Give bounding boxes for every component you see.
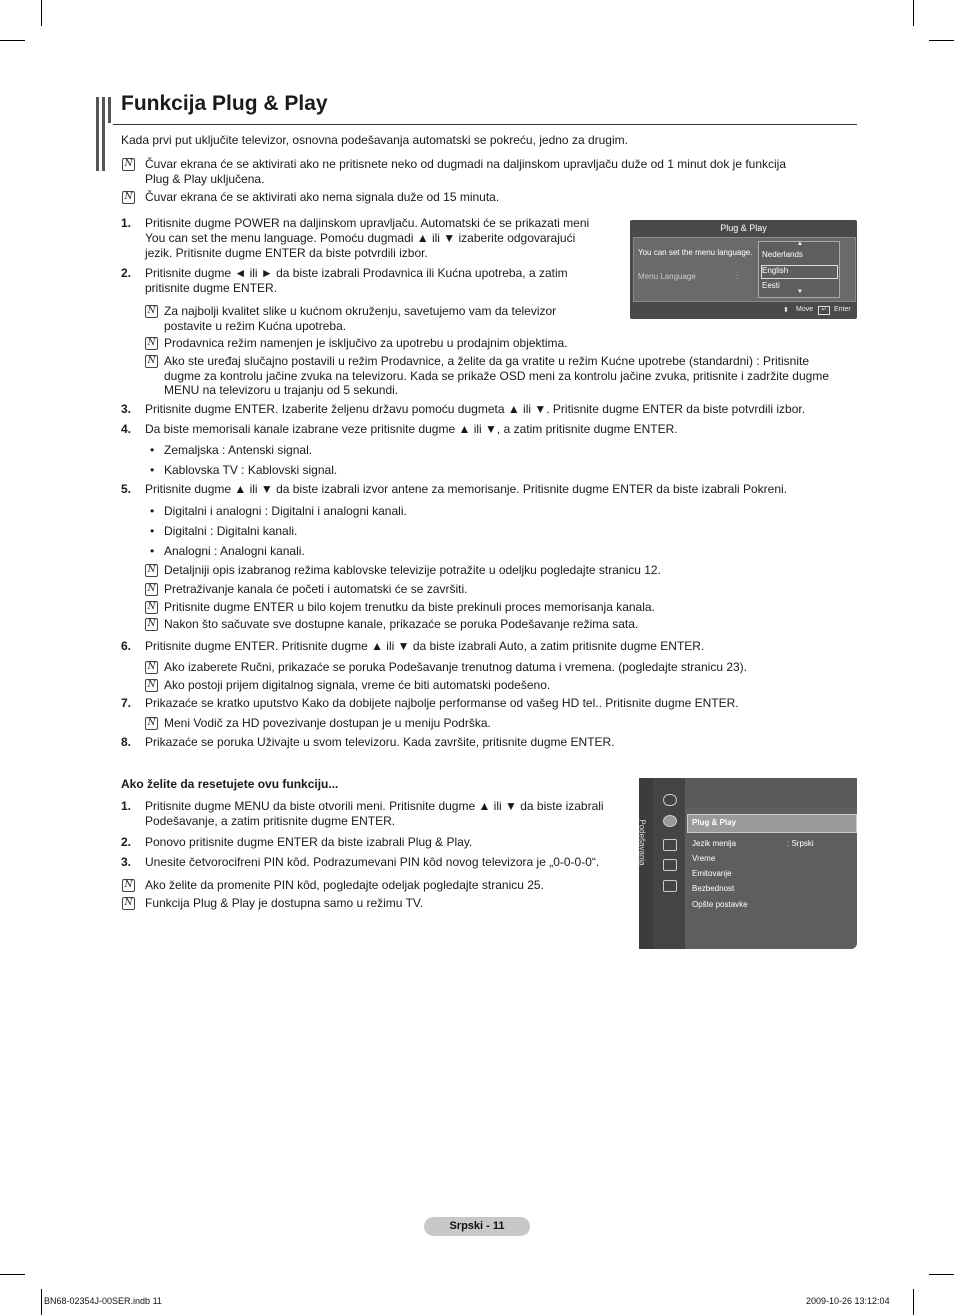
note-text: postavite u režim Kućna upotreba.: [164, 319, 347, 333]
note-text: Detaljniji opis izabranog režima kablovske televizije potražite u odeljku pogledajte stranicu 12.: [164, 563, 661, 577]
osd-language-list[interactable]: [758, 241, 840, 298]
bullet-text: Digitalni i analogni : Digitalni i analogni kanali.: [164, 504, 407, 518]
note-icon: N: [122, 191, 135, 204]
step-text: Pritisnite dugme ▲ ili ▼ da biste izabrali izvor antene za memorisanje. Pritisnite dugme ENTER da biste izabrali Pokreni.: [145, 482, 788, 496]
step-text: jezik. Pritisnite dugme ENTER da biste potvrdili izbor.: [145, 246, 428, 260]
step-text: Pritisnite dugme POWER na daljinskom upravljaču. Automatski će se prikazati meni: [145, 216, 590, 230]
menu-item-bezbednost[interactable]: Bezbednost: [692, 884, 735, 893]
menu-item-vreme[interactable]: Vreme: [692, 854, 716, 863]
note-icon: N: [122, 879, 135, 892]
bullet-text: Zemaljska : Antenski signal.: [164, 443, 313, 457]
note-text: Čuvar ekrana će se aktivirati ako nema signala duže od 15 minuta.: [145, 190, 500, 204]
note-text: MENU na televizoru u trajanju od 5 sekundi.: [164, 383, 399, 397]
bullet-text: Kablovska TV : Kablovski signal.: [164, 463, 338, 477]
menu-item-plug-and-play[interactable]: Plug & Play: [692, 818, 737, 827]
note-text: Ako postoji prijem digitalnog signala, vreme će biti automatski podešeno.: [164, 678, 551, 692]
bullet-text: Digitalni : Digitalni kanali.: [164, 524, 298, 538]
crop-mark: [0, 40, 25, 41]
title-rule: [113, 124, 857, 125]
intro-text: Kada prvi put uključite televizor, osnovna podešavanja automatski se pokreću, jedno za drugim.: [121, 133, 628, 147]
input-icon[interactable]: [663, 859, 677, 871]
language-option[interactable]: Eesti: [762, 281, 780, 290]
note-text: Meni Vodič za HD povezivanje dostupan je u meniju Podrška.: [164, 716, 491, 730]
note-text: Funkcija Plug & Play je dostupna samo u režimu TV.: [145, 896, 424, 910]
setup-gear-icon[interactable]: [663, 815, 677, 827]
note-icon: N: [145, 601, 158, 614]
move-icon: ⬍: [783, 307, 789, 314]
note-text: Pretraživanje kanala će početi i automatski će se završiti.: [164, 582, 468, 596]
crop-mark: [0, 1274, 25, 1275]
enter-icon: ↵: [818, 306, 830, 315]
step-text: Ponovo pritisnite dugme ENTER da biste izabrali Plug & Play.: [145, 835, 473, 849]
note-icon: N: [145, 583, 158, 596]
step-number: 4.: [121, 422, 132, 436]
step-text: Prikazaće se kratko uputstvo Kako da dobijete najbolje performanse od vašeg HD tel.. Pritisnite dugme ENTER.: [145, 696, 739, 710]
step-number: 6.: [121, 639, 132, 653]
crop-mark: [929, 1274, 954, 1275]
step-number: 2.: [121, 266, 132, 280]
osd-panel: [633, 237, 856, 302]
note-text: Čuvar ekrana će se aktivirati ako ne pritisnete neko od dugmadi na daljinskom upravljaču duže od 1 minut dok je funkcija: [145, 157, 787, 171]
up-arrow-icon: ▲: [797, 241, 803, 247]
step-text: Unesite četvorocifreni PIN kôd. Podrazumevani PIN kôd novog televizora je „0-0-0-0“.: [145, 855, 600, 869]
crop-mark: [41, 0, 42, 26]
step-number: 2.: [121, 835, 132, 849]
step-number: 1.: [121, 216, 132, 230]
osd-top-bar: [685, 778, 857, 808]
step-text: You can set the menu language. Pomoću dugmadi ▲ ili ▼ izaberite odgovarajući: [145, 231, 576, 245]
imprint-file: BN68-02354J-00SER.indb 11: [44, 1296, 162, 1306]
menu-item-emitovanje[interactable]: Emitovanje: [692, 869, 732, 878]
note-icon: N: [145, 337, 158, 350]
note-icon: N: [122, 897, 135, 910]
step-text: Prikazaće se poruka Uživajte u svom televizoru. Kada završite, pritisnite dugme ENTER.: [145, 735, 615, 749]
note-icon: N: [145, 717, 158, 730]
note-text: Prodavnica režim namenjen je isključivo za upotrebu u prodajnim objektima.: [164, 336, 568, 350]
language-option[interactable]: Nederlands: [762, 250, 803, 259]
note-text: Za najbolji kvalitet slike u kućnom okruženju, savetujemo vam da televizor: [164, 304, 557, 318]
step-text: Podešavanje, a zatim pritisnite dugme ENTER.: [145, 814, 396, 828]
sound-icon[interactable]: [663, 839, 677, 851]
osd-header: Plug & Play: [720, 223, 767, 233]
osd-side-label: Podešavanja: [637, 819, 647, 866]
step-text: pritisnite dugme ENTER.: [145, 281, 278, 295]
note-icon: N: [145, 305, 158, 318]
note-text: Pritisnite dugme ENTER u bilo kojem trenutku da biste prekinuli proces memorisanja kanala.: [164, 600, 655, 614]
osd-language-screen: [630, 220, 857, 319]
language-option-selected[interactable]: English: [762, 266, 789, 275]
menu-item-jezik-menija[interactable]: Jezik menija: [692, 839, 737, 848]
note-text: Plug & Play uključena.: [145, 172, 265, 186]
step-text: Pritisnite dugme MENU da biste otvorili meni. Pritisnite dugme ▲ ili ▼ da biste izabrali: [145, 799, 604, 813]
bullet-dot: •: [150, 524, 155, 538]
reset-heading: Ako želite da resetujete ovu funkciju...: [121, 777, 339, 791]
note-icon: N: [145, 564, 158, 577]
osd-colon: :: [736, 272, 739, 281]
note-icon: N: [122, 158, 135, 171]
note-icon: N: [145, 355, 158, 368]
note-text: Ako izaberete Ručni, prikazaće se poruka Podešavanje trenutnog datuma i vremena. (pogledajte stranicu 23).: [164, 660, 748, 674]
step-text: Pritisnite dugme ENTER. Pritisnite dugme ▲ ili ▼ da biste izabrali Auto, a zatim pritisnite dugme ENTER.: [145, 639, 705, 653]
note-icon: N: [145, 661, 158, 674]
step-number: 1.: [121, 799, 132, 813]
step-number: 8.: [121, 735, 132, 749]
osd-icon-column: [653, 778, 685, 949]
bullet-text: Analogni : Analogni kanali.: [164, 544, 305, 558]
page-number-badge: Srpski - 11: [424, 1217, 530, 1236]
osd-menu-language-label: Menu Language: [638, 272, 696, 281]
support-icon[interactable]: [663, 880, 677, 892]
osd-side-strip: [639, 778, 653, 949]
step-text: Da biste memorisali kanale izabrane veze pritisnite dugme ▲ ili ▼, a zatim pritisnite dugme ENTER.: [145, 422, 678, 436]
crop-mark: [929, 40, 954, 41]
menu-item-opste-postavke[interactable]: Opšte postavke: [692, 900, 748, 909]
crop-mark: [913, 1289, 914, 1315]
crop-mark: [41, 1289, 42, 1315]
bullet-dot: •: [150, 504, 155, 518]
crop-mark: [913, 0, 914, 26]
imprint-datetime: 2009-10-26 13:12:04: [806, 1296, 890, 1306]
bullet-dot: •: [150, 463, 155, 477]
step-number: 3.: [121, 402, 132, 416]
osd-footer-enter: Enter: [834, 306, 851, 313]
osd-footer-move: Move: [796, 306, 814, 313]
note-text: Ako želite da promenite PIN kôd, pogledajte odeljak pogledajte stranicu 25.: [145, 878, 544, 892]
note-text: Ako ste uređaj slučajno postavili u režim Prodavnice, a želite da ga vratite u režim Kućne upotrebe (standardni) : Pritisnite: [164, 354, 809, 368]
bullet-dot: •: [150, 544, 155, 558]
note-icon: N: [145, 618, 158, 631]
step-number: 3.: [121, 855, 132, 869]
step-number: 7.: [121, 696, 132, 710]
picture-icon[interactable]: [663, 794, 677, 806]
down-arrow-icon: ▼: [797, 289, 803, 295]
note-icon: N: [145, 679, 158, 692]
bullet-dot: •: [150, 443, 155, 457]
osd-settings-menu: [639, 778, 857, 949]
step-number: 5.: [121, 482, 132, 496]
note-text: Nakon što sačuvate sve dostupne kanale, prikazaće se poruka Podešavanje režima sata.: [164, 617, 639, 631]
note-text: dugme za kontrolu jačine zvuka na televizoru. Kada se prikaže OSD meni za kontrolu jačine zvuka, pritisnite i zadržite dugme: [164, 369, 829, 383]
osd-prompt: You can set the menu language.: [638, 248, 753, 257]
menu-value-jezik: : Srpski: [787, 839, 814, 848]
step-text: Pritisnite dugme ENTER. Izaberite željenu državu pomoću dugmeta ▲ ili ▼. Pritisnite dugme ENTER da biste potvrdili izbor.: [145, 402, 806, 416]
page-title: Funkcija Plug & Play: [121, 92, 328, 115]
step-text: Pritisnite dugme ◄ ili ► da biste izabrali Prodavnica ili Kućna upotreba, a zatim: [145, 266, 568, 280]
